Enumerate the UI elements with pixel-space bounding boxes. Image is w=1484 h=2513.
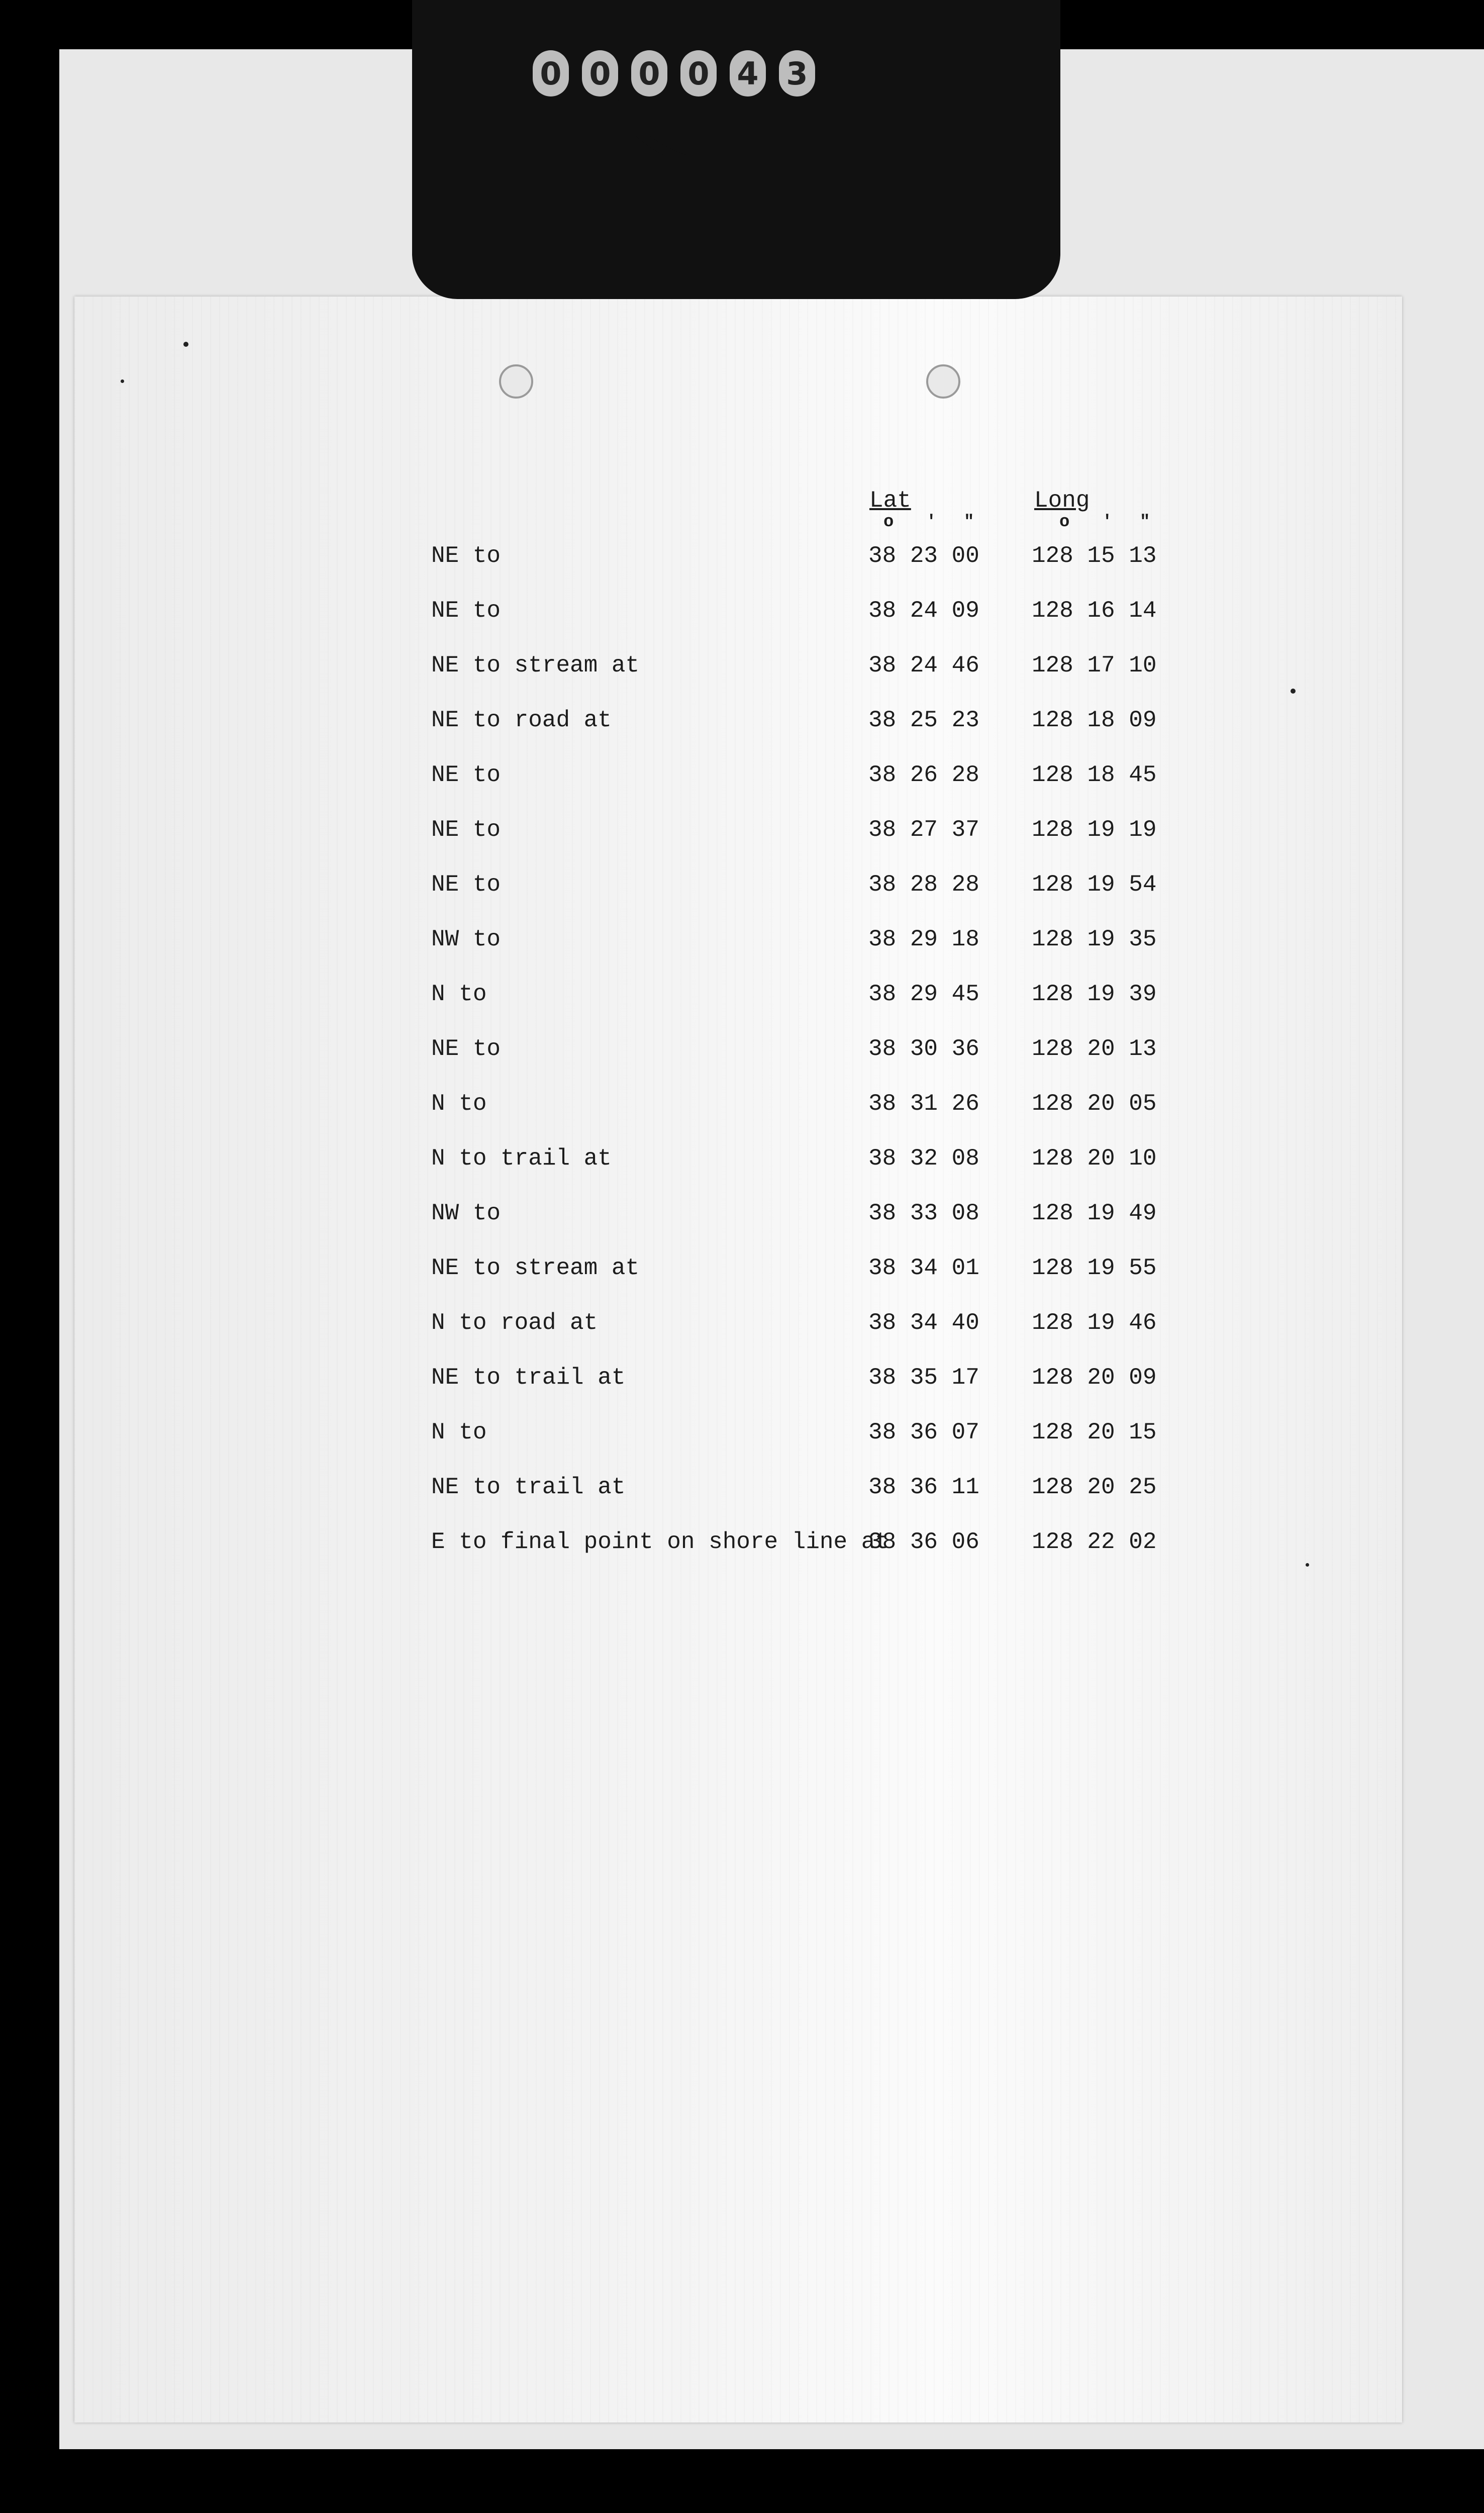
longitude-cell: 128 20 05 xyxy=(1032,1091,1157,1117)
longitude-cell: 128 18 45 xyxy=(1032,762,1157,788)
longitude-cell: 128 16 14 xyxy=(1032,598,1157,624)
latitude-cell: 38 36 06 xyxy=(868,1529,979,1555)
frame-counter xyxy=(533,50,815,96)
latitude-cell: 38 28 28 xyxy=(868,872,979,898)
longitude-cell: 128 20 09 xyxy=(1032,1365,1157,1391)
longitude-cell: 128 18 09 xyxy=(1032,707,1157,733)
direction-cell: NE to trail at xyxy=(431,1474,626,1500)
latitude-cell: 38 32 08 xyxy=(868,1145,979,1172)
long-second-mark: " xyxy=(1140,513,1150,532)
longitude-cell: 128 20 25 xyxy=(1032,1474,1157,1500)
table-row xyxy=(74,652,1402,693)
table-row xyxy=(74,1419,1402,1460)
latitude-cell: 38 36 07 xyxy=(868,1419,979,1445)
direction-cell: NE to xyxy=(431,817,501,843)
latitude-cell: 38 27 37 xyxy=(868,817,979,843)
longitude-cell: 128 19 55 xyxy=(1032,1255,1157,1281)
table-row xyxy=(74,926,1402,966)
punch-hole xyxy=(926,364,960,399)
lat-heading: Lat xyxy=(869,488,911,514)
table-row xyxy=(74,1310,1402,1350)
latitude-cell: 38 26 28 xyxy=(868,762,979,788)
longitude-cell: 128 20 15 xyxy=(1032,1419,1157,1445)
table-row xyxy=(74,981,1402,1021)
longitude-cell: 128 22 02 xyxy=(1032,1529,1157,1555)
table-row xyxy=(74,543,1402,583)
longitude-cell: 128 20 13 xyxy=(1032,1036,1157,1062)
direction-cell: N to xyxy=(431,1091,487,1117)
direction-cell: N to xyxy=(431,981,487,1007)
longitude-cell: 128 19 46 xyxy=(1032,1310,1157,1336)
latitude-cell: 38 36 11 xyxy=(868,1474,979,1500)
table-row xyxy=(74,1529,1402,1569)
latitude-cell: 38 30 36 xyxy=(868,1036,979,1062)
longitude-cell: 128 19 19 xyxy=(1032,817,1157,843)
table-row xyxy=(74,598,1402,638)
direction-cell: N to road at xyxy=(431,1310,598,1336)
table-row xyxy=(74,1036,1402,1076)
direction-cell: NE to stream at xyxy=(431,652,640,679)
counter-digit: 4 xyxy=(730,50,766,96)
direction-cell: NE to xyxy=(431,872,501,898)
longitude-cell: 128 19 54 xyxy=(1032,872,1157,898)
direction-cell: NE to trail at xyxy=(431,1365,626,1391)
latitude-cell: 38 25 23 xyxy=(868,707,979,733)
direction-cell: N to xyxy=(431,1419,487,1445)
lat-degree-mark: o xyxy=(883,513,894,532)
long-minute-mark: ' xyxy=(1102,513,1113,532)
film-speck xyxy=(121,379,124,383)
latitude-cell: 38 29 18 xyxy=(868,926,979,952)
table-row xyxy=(74,1145,1402,1186)
latitude-cell: 38 34 01 xyxy=(868,1255,979,1281)
direction-cell: NE to stream at xyxy=(431,1255,640,1281)
direction-cell: E to final point on shore line at xyxy=(431,1529,889,1555)
long-degree-mark: o xyxy=(1059,513,1070,532)
long-heading: Long xyxy=(1034,488,1090,514)
direction-cell: NE to xyxy=(431,1036,501,1062)
lat-minute-mark: ' xyxy=(926,513,937,532)
latitude-cell: 38 29 45 xyxy=(868,981,979,1007)
latitude-cell: 38 35 17 xyxy=(868,1365,979,1391)
document-page xyxy=(74,297,1402,2423)
longitude-cell: 128 20 10 xyxy=(1032,1145,1157,1172)
table-row xyxy=(74,872,1402,912)
longitude-cell: 128 19 39 xyxy=(1032,981,1157,1007)
table-row xyxy=(74,762,1402,802)
direction-cell: NE to xyxy=(431,543,501,569)
latitude-cell: 38 34 40 xyxy=(868,1310,979,1336)
longitude-cell: 128 19 49 xyxy=(1032,1200,1157,1226)
direction-cell: NE to xyxy=(431,762,501,788)
lat-second-mark: " xyxy=(964,513,974,532)
direction-cell: NW to xyxy=(431,1200,501,1226)
latitude-cell: 38 33 08 xyxy=(868,1200,979,1226)
latitude-cell: 38 31 26 xyxy=(868,1091,979,1117)
longitude-cell: 128 17 10 xyxy=(1032,652,1157,679)
table-row xyxy=(74,1474,1402,1514)
latitude-cell: 38 24 09 xyxy=(868,598,979,624)
counter-digit: 0 xyxy=(680,50,717,96)
latitude-cell: 38 24 46 xyxy=(868,652,979,679)
direction-cell: NE to xyxy=(431,598,501,624)
table-row xyxy=(74,707,1402,747)
film-speck xyxy=(1306,1563,1309,1567)
direction-cell: NW to xyxy=(431,926,501,952)
table-row xyxy=(74,1255,1402,1295)
film-speck xyxy=(183,342,188,347)
counter-digit: 0 xyxy=(631,50,667,96)
table-row xyxy=(74,1365,1402,1405)
longitude-cell: 128 15 13 xyxy=(1032,543,1157,569)
counter-digit: 0 xyxy=(533,50,569,96)
table-row xyxy=(74,1200,1402,1240)
film-speck xyxy=(1291,689,1296,694)
latitude-cell: 38 23 00 xyxy=(868,543,979,569)
punch-hole xyxy=(499,364,533,399)
direction-cell: NE to road at xyxy=(431,707,612,733)
table-row xyxy=(74,1091,1402,1131)
counter-digit: 3 xyxy=(779,50,815,96)
direction-cell: N to trail at xyxy=(431,1145,612,1172)
longitude-cell: 128 19 35 xyxy=(1032,926,1157,952)
page-clip xyxy=(412,0,1060,299)
table-row xyxy=(74,817,1402,857)
counter-digit: 0 xyxy=(582,50,618,96)
